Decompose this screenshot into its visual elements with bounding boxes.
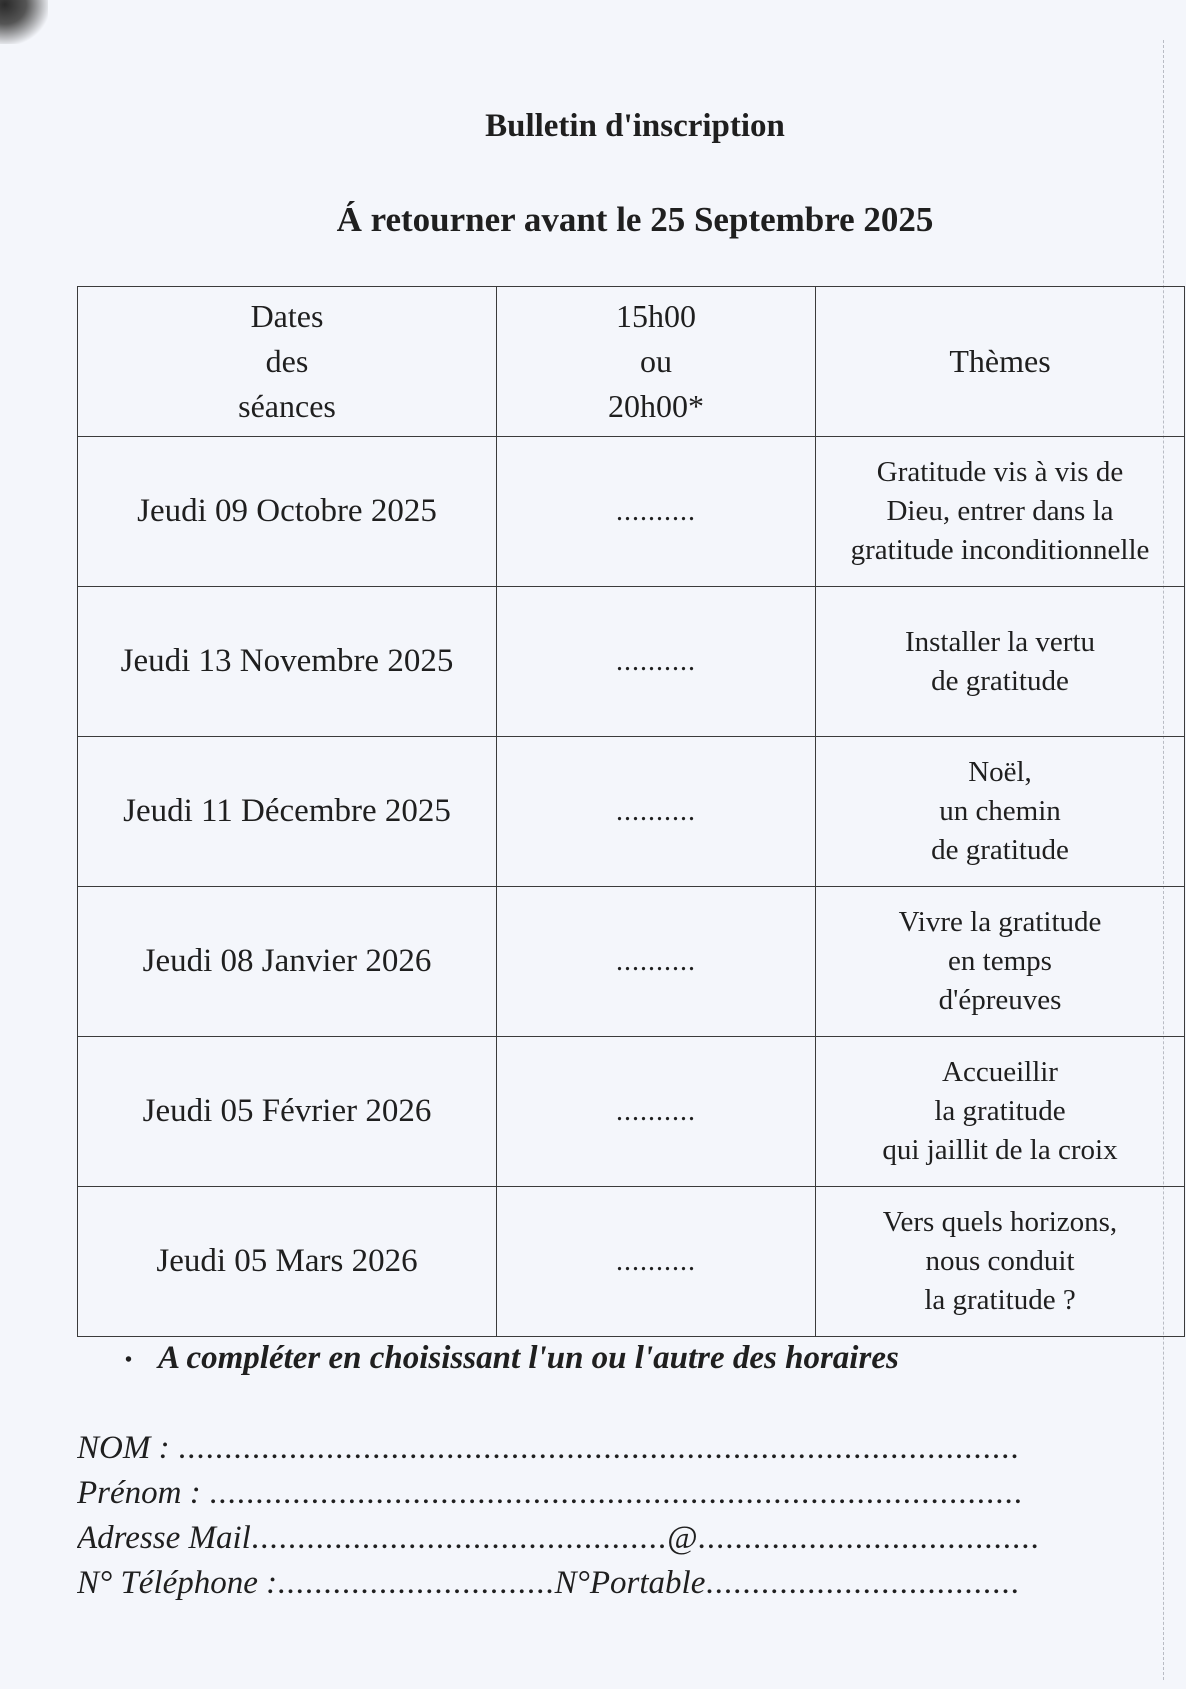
header-time: 15h00 ou 20h00*: [497, 287, 816, 437]
session-theme: Gratitude vis à vis de Dieu, entrer dans la gratitude inconditionnelle: [816, 437, 1185, 587]
phone-dots[interactable]: ..............................: [277, 1565, 555, 1601]
phone-field[interactable]: [77, 1565, 1132, 1602]
nom-label: NOM :: [77, 1430, 170, 1466]
prenom-dots[interactable]: ........................................................................................: [208, 1475, 1023, 1511]
portable-label: N°Portable: [554, 1565, 706, 1601]
session-theme: Vivre la gratitude en temps d'épreuves: [816, 887, 1185, 1037]
phone-label: N° Téléphone :: [77, 1565, 278, 1601]
time-slot-field[interactable]: ..........: [497, 437, 816, 587]
header-themes: Thèmes: [816, 287, 1185, 437]
scan-artifact: [0, 0, 48, 44]
nom-dots[interactable]: ...........................................................................................: [177, 1430, 1020, 1466]
table-row: [78, 737, 1185, 887]
bullet-icon: •: [125, 1348, 133, 1371]
session-theme: Installer la vertu de gratitude: [816, 587, 1185, 737]
session-date: Jeudi 05 Février 2026: [78, 1037, 497, 1187]
portable-dots[interactable]: ..................................: [705, 1565, 1020, 1601]
prenom-label: Prénom :: [77, 1475, 201, 1511]
at-sign: @: [667, 1520, 698, 1556]
table-row: [78, 437, 1185, 587]
return-deadline: Á retourner avant le 25 Septembre 2025: [336, 200, 934, 239]
mail-dots-user[interactable]: .............................................: [250, 1520, 668, 1556]
form-title: Bulletin d'inscription: [485, 108, 785, 144]
session-date: Jeudi 09 Octobre 2025: [78, 437, 497, 587]
session-theme: Accueillir la gratitude qui jaillit de la croix: [816, 1037, 1185, 1187]
schedule-table: [77, 286, 1185, 1337]
instruction-note: [125, 1340, 899, 1377]
time-slot-field[interactable]: ..........: [497, 887, 816, 1037]
session-date: Jeudi 11 Décembre 2025: [78, 737, 497, 887]
time-slot-field[interactable]: ..........: [497, 587, 816, 737]
session-theme: Vers quels horizons, nous conduit la gratitude ?: [816, 1187, 1185, 1337]
session-date: Jeudi 05 Mars 2026: [78, 1187, 497, 1337]
table-row: [78, 1187, 1185, 1337]
mail-dots-domain[interactable]: .....................................: [697, 1520, 1040, 1556]
prenom-field[interactable]: [77, 1475, 1132, 1512]
session-date: Jeudi 13 Novembre 2025: [78, 587, 497, 737]
session-date: Jeudi 08 Janvier 2026: [78, 887, 497, 1037]
instruction-text: A compléter en choisissant l'un ou l'autre des horaires: [158, 1340, 899, 1376]
session-theme: Noël, un chemin de gratitude: [816, 737, 1185, 887]
nom-field[interactable]: [77, 1430, 1132, 1467]
table-row: [78, 1037, 1185, 1187]
table-row: [78, 587, 1185, 737]
time-slot-field[interactable]: ..........: [497, 1187, 816, 1337]
mail-label: Adresse Mail: [77, 1520, 251, 1556]
time-slot-field[interactable]: ..........: [497, 1037, 816, 1187]
header-dates: Dates des séances: [78, 287, 497, 437]
table-header-row: [78, 287, 1185, 437]
table-row: [78, 887, 1185, 1037]
mail-field[interactable]: [77, 1520, 1132, 1557]
time-slot-field[interactable]: ..........: [497, 737, 816, 887]
